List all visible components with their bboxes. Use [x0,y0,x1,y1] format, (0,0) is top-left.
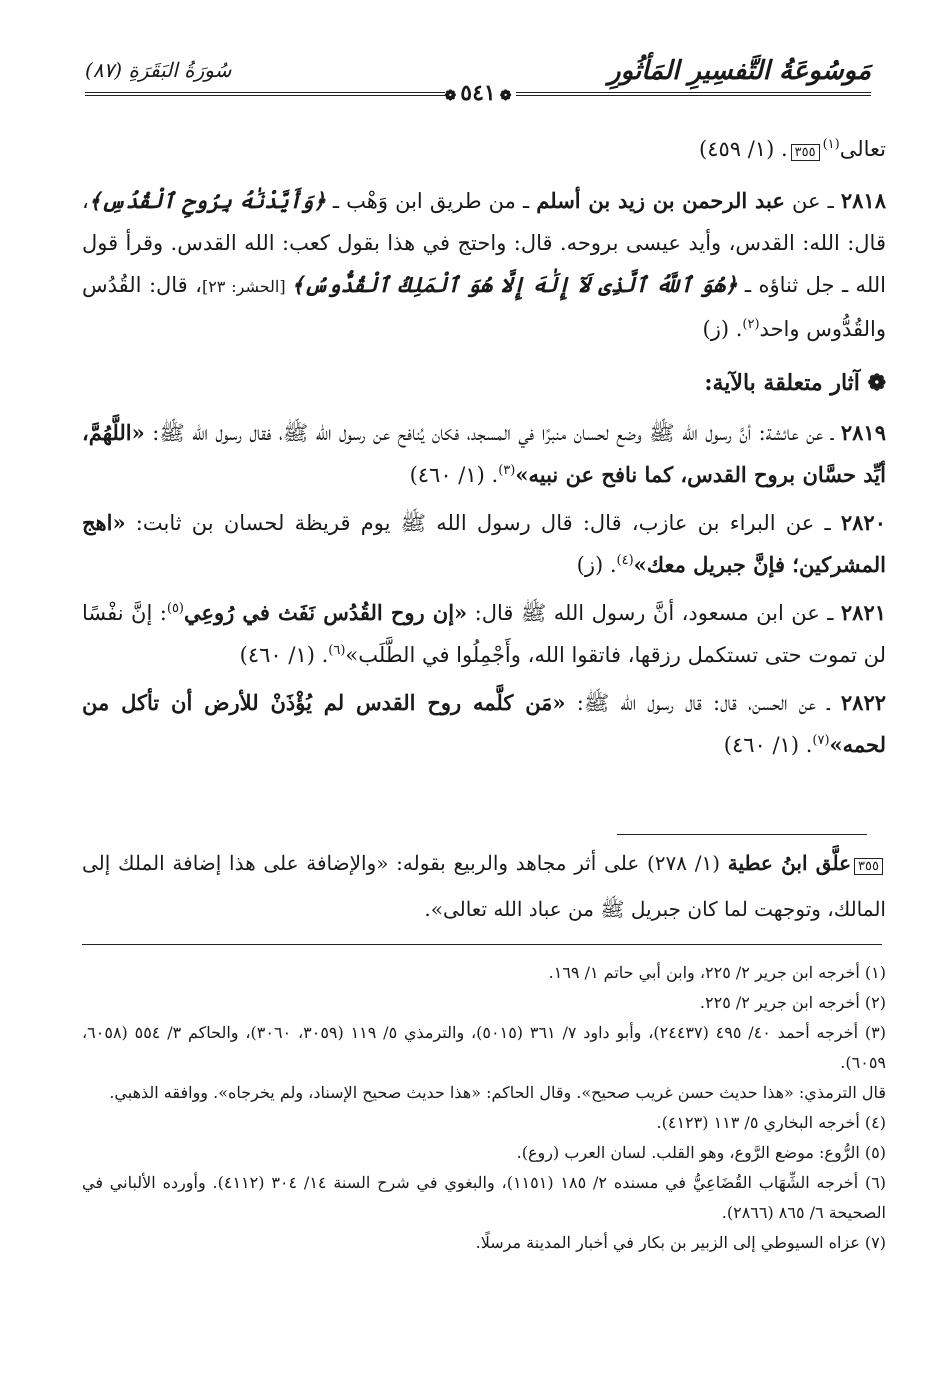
footnote: (٢) أخرجه ابن جرير ٢/ ٢٢٥. [699,993,886,1012]
athar-number: ٢٨١٩ [840,420,886,445]
quran-verse: ﴿هُوَ ٱللَّهُ ٱلَّذِى لَآ إِلَٰهَ إِلَّا هُوَ ٱلْمَلِكُ ٱلْقُدُّوسُ﴾ [291,272,738,297]
page-number [441,80,516,106]
athar-text: ـ عن [784,189,841,213]
book-title: مَوسُوعَةُ التَّفسِيرِ المَأثُورِ [608,56,871,86]
athar-number: ٢٨٢٢ [840,690,887,715]
section-title: آثار متعلقة بالآية: [704,370,860,396]
footnote-marker: (٥) [166,601,184,616]
athar-2820 [82,502,886,586]
athar-text: ، قال: الله: القدس، وأيد عيسى بروحه. قال: واحتج في هذا بقول كعب: الله القدس. وقرأ قول الله ـ جل ثناؤه ـ [82,189,886,297]
hadith-text: «اللَّهُمَّ، أيِّد حسَّان بروح القدس، كما نافح عن نبيه» [82,420,886,487]
footnote: (١) أخرجه ابن جرير ٢/ ٢٢٥، وابن أبي حاتم ١/ ١٦٩. [548,963,886,982]
main-text [82,128,886,772]
athar-text: : إنَّ نفْسًا لن تموت حتى تستكمل رزقها، فاتقوا الله، وأَجْمِلُوا في الطَّلَب» [82,601,886,667]
footnote-marker: (١) [822,137,840,152]
footnote: (٣) أخرجه أحمد ٤٠/ ٤٩٥ (٢٤٤٣٧)، وأبو داود ٧/ ٣٦١ (٥٠١٥)، والترمذي ٥/ ١١٩ (٣٠٥٩، ٣٠٦٠)، والحاكم ٣/ ٥٥٤ (٦٠٥٨، ٦٠٥٩). [82,1023,887,1072]
athar-number: ٢٨٢١ [840,600,887,625]
section-heading [82,362,886,404]
volume-ref: . (١/ ٤٦٠) [723,733,813,757]
athar-2822 [82,682,886,766]
footnote: قال الترمذي: «هذا حديث حسن غريب صحيح». وقال الحاكم: «هذا حديث صحيح الإسناد، ولم يخرجاه». ووافقه الذهبي. [109,1083,886,1102]
hadith-text: «مَن كلَّمه روح القدس لم يُؤْذَنْ للأرض أن تأكل من لحمه» [82,690,886,757]
volume-ref: . (١/ ٤٦٠) [239,643,329,667]
commentary-box-marker: ٣٥٥ [791,144,820,161]
carry-text: تعالى [839,137,886,161]
flower-ornament-icon: ❁ [859,370,886,396]
athar-text: ـ من طريق ابن وَهْب ـ [325,189,537,213]
volume-ref: . (ز) [576,553,617,577]
page-number-value: ٥٤١ [460,80,496,106]
surah-title: سُورَةُ البَقَرَةِ (٨٧) [85,58,232,82]
footnote: (٥) الرُّوع: موضع الرَّوع، وهو القلب. لسان العرب (روع). [516,1143,886,1162]
footnote-marker: (٢) [742,317,760,332]
surah-ref: [الحشر: ٢٣] [201,277,292,296]
page-header [85,52,871,112]
commentary-note [82,842,886,930]
commentary-box-marker: ٣٥٥ [854,858,883,875]
ornament-icon: ❁ [444,88,457,104]
athar-text: ـ عن ابن مسعود، أنَّ رسول الله ﷺ قال: [467,601,841,625]
footnote-marker: (٤) [616,553,634,568]
volume-ref: . (١/ ٤٦٠) [409,463,499,487]
footnote: (٧) عزاه السيوطي إلى الزبير بن بكار في أخبار المدينة مرسلًا. [475,1233,886,1252]
athar-text: ـ عن عائشة: أنَّ رسول الله ﷺ وضع لحسان منبرًا في المسجد، فكان يُنافح عن رسول الله ﷺ، فقال رسول الله ﷺ: [144,421,841,445]
quran-verse: ﴿وَأَيَّدْنَٰهُ بِرُوحِ ٱلْقُدُسِ﴾ [88,188,326,213]
ornament-icon: ❁ [499,88,512,104]
footnote-marker: (٣) [498,463,516,478]
commentator-name: علَّق ابنُ عطية [727,851,852,875]
commentary-text: (١/ ٢٧٨) على أثر مجاهد والربيع بقوله: «والإضافة على هذا إضافة الملك إلى المالك، وتوجهت لما كان جبريل ﷺ من عباد الله تعالى». [82,851,886,921]
athar-2819 [82,412,886,496]
footnotes-separator [82,944,882,945]
athar-text: ، قال: القُدُس والقُدُّوس واحد [82,273,886,341]
volume-ref: . (ز) [702,317,743,341]
carry-over-line [82,128,886,174]
athar-2818 [82,180,886,350]
athar-text: ـ عن البراء بن عازب، قال: قال رسول الله ﷺ يوم قريظة لحسان بن ثابت: [125,511,841,535]
athar-2821 [82,592,886,676]
athar-number: ٢٨٢٠ [840,510,886,535]
header-rule-left [85,92,445,96]
footnote-marker: (٦) [328,643,346,658]
athar-number: ٢٨١٨ [840,188,886,213]
footnote-marker: (٧) [812,733,830,748]
athar-text: ـ عن الحسن، قال: قال رسول الله ﷺ: [565,691,841,715]
hadith-text: «إن روح القُدُس نَفَث في رُوعِي [184,600,468,625]
footnote: (٤) أخرجه البخاري ٥/ ١١٣ (٤١٢٣). [656,1113,886,1132]
hadith-text: «اهج المشركين؛ فإنَّ جبريل معك» [82,510,886,577]
narrator-name: عبد الرحمن بن زيد بن أسلم [536,188,785,213]
header-rule-right [516,92,871,96]
commentary-separator [617,834,867,835]
footnotes [82,958,886,1258]
footnote: (٦) أخرجه الشِّهَاب القُضَاعِيُّ في مسنده ٢/ ١٨٥ (١١٥١)، والبغوي في شرح السنة ١٤/ ٣٠٤ (٤١١٢). وأورده الألباني في الصحيحة ٦/ ٨٦٥ (٢٨٦٦). [82,1173,887,1222]
volume-ref: . (١/ ٤٥٩) [698,137,788,161]
